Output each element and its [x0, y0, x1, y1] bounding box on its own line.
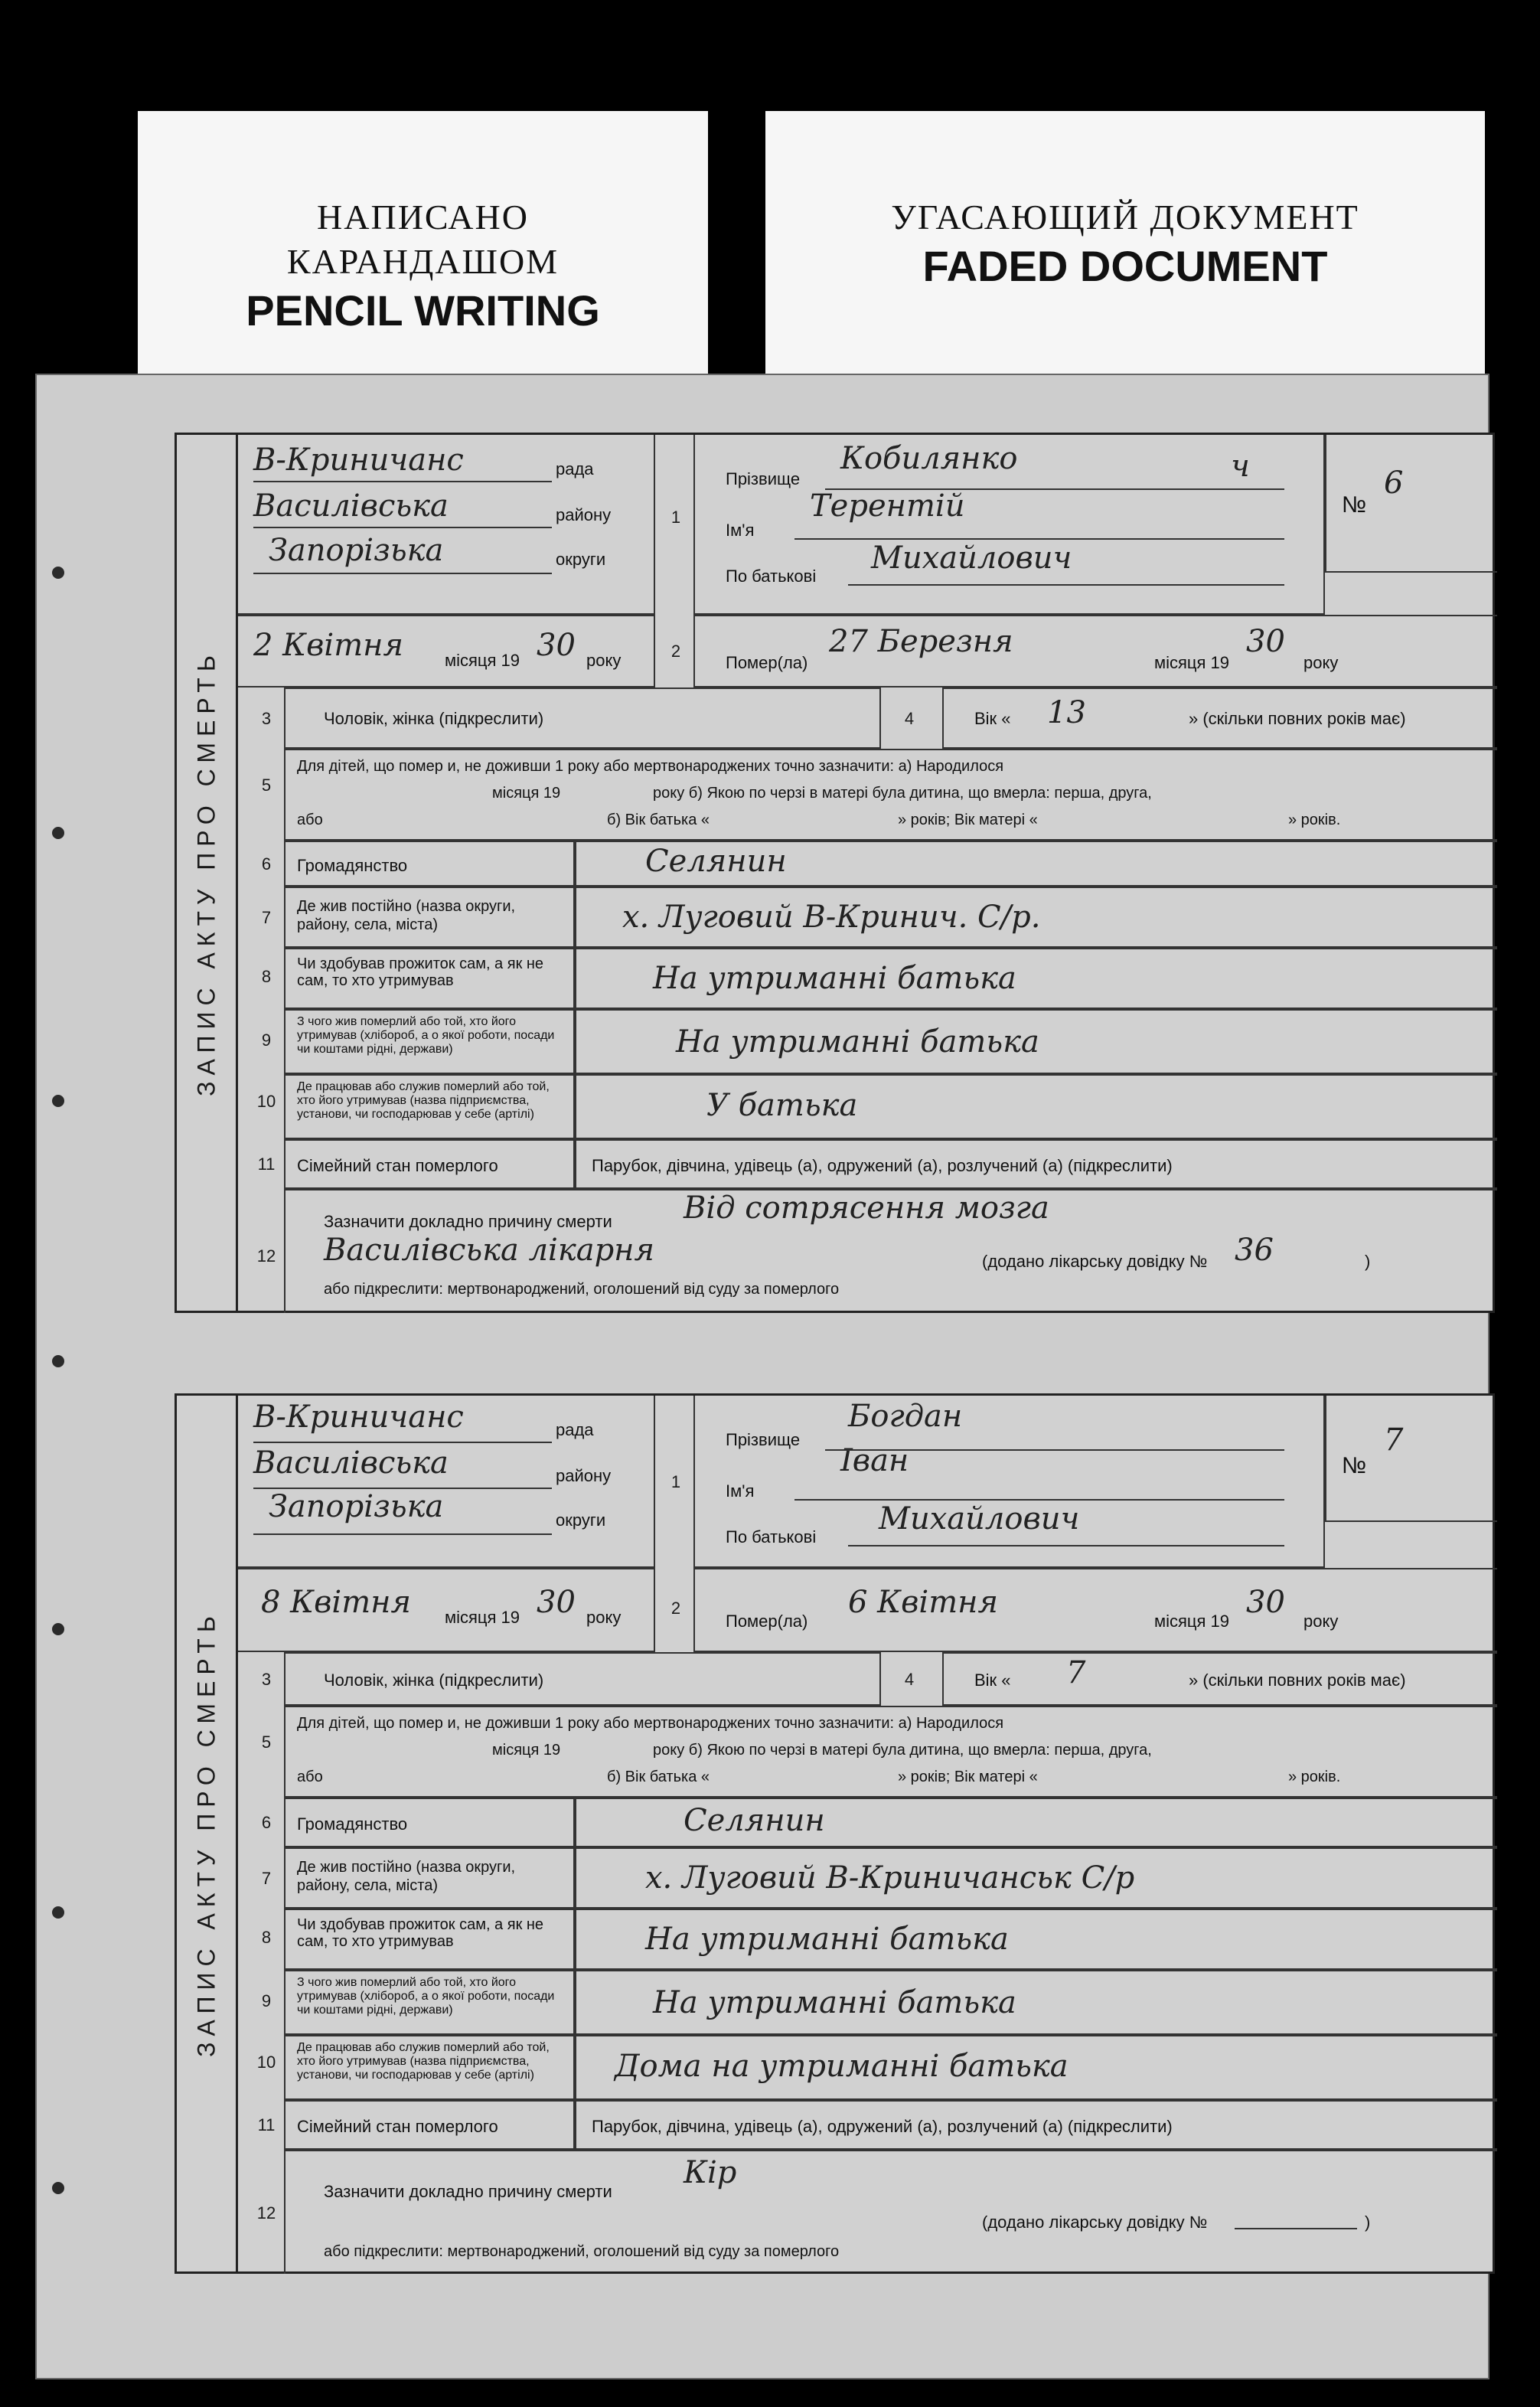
livelihood-label-cell — [284, 1909, 575, 1970]
patronymic-value: Михайлович — [871, 541, 1072, 576]
binding-hole — [52, 827, 64, 839]
children-label-6: » років; Вік матері « — [898, 1769, 1038, 1785]
died-label: Помер(ла) — [726, 1612, 808, 1631]
binding-hole — [52, 1906, 64, 1919]
cause-value: Кір — [684, 2155, 737, 2190]
row-number: 8 — [261, 1928, 272, 1947]
year-label: року — [1303, 1612, 1339, 1631]
patronymic-value: Михайлович — [879, 1501, 1080, 1537]
workplace-value-cell — [575, 1074, 1497, 1139]
pencil-label-ru: НАПИСАНО — [317, 198, 529, 237]
binding-hole — [52, 1095, 64, 1107]
year-label: року — [1303, 653, 1339, 672]
source-value-cell — [575, 1970, 1497, 2035]
source-label-cell — [284, 1970, 575, 2035]
livelihood-label-cell — [284, 948, 575, 1009]
death-date-cell — [693, 615, 1497, 687]
raion-label: району — [556, 505, 612, 524]
sex-label: Чоловік, жінка (підкреслити) — [324, 1671, 544, 1690]
registration-year-value: 30 — [537, 628, 576, 663]
children-label-4: або — [297, 812, 323, 828]
cause-cell — [284, 1189, 1497, 1313]
children-label-2: місяця 19 — [492, 785, 561, 802]
age-cell — [942, 1652, 1497, 1706]
age-value: 13 — [1047, 695, 1086, 730]
death-record-1 — [175, 433, 1495, 1313]
source-label: З чого жив померлий або той, хто його утримував (хлібороб, а о якої роботи, посади чи коштами рідні, держави) — [297, 1976, 555, 2017]
cause-label: Зазначити докладно причину смерти — [324, 1212, 612, 1231]
doctor-label: (додано лікарську довідку № — [982, 1252, 1208, 1271]
children-label: Для дітей, що помер и, не доживши 1 року або мертвонароджених точно зазначити: а) Народилося — [297, 758, 1004, 775]
sex-cell — [284, 687, 881, 749]
raion-label: району — [556, 1466, 612, 1485]
children-label-4: або — [297, 1769, 323, 1785]
children-label-7: » років. — [1288, 812, 1341, 828]
district-value: Василівська — [253, 1445, 449, 1481]
livelihood-value-cell — [575, 1909, 1497, 1970]
row-number: 12 — [256, 2203, 276, 2222]
registration-date-cell — [238, 615, 655, 687]
death-year-value: 30 — [1246, 1585, 1285, 1620]
record-number-cell — [1325, 1396, 1497, 1522]
first-name-value: Іван — [840, 1443, 909, 1478]
citizenship-value-cell — [575, 841, 1497, 887]
citizenship-label-cell — [284, 1798, 575, 1847]
row-number: 7 — [261, 1869, 272, 1888]
month-year-label: місяця 19 — [445, 1608, 520, 1627]
binding-hole — [52, 1355, 64, 1367]
patronymic-label: По батькові — [726, 1527, 817, 1546]
pencil-writing-label — [138, 111, 708, 379]
binding-hole — [52, 1623, 64, 1635]
row-number: 4 — [904, 1670, 915, 1689]
livelihood-value-cell — [575, 948, 1497, 1009]
faded-label-en: FADED DOCUMENT — [922, 242, 1328, 290]
livelihood-label: Чи здобував прожиток сам, а як не сам, то хто утримував — [297, 1916, 544, 1950]
marital-label: Сімейний стан померлого — [297, 1156, 498, 1175]
row-number: 4 — [904, 709, 915, 728]
livelihood-value: На утриманні батька — [653, 961, 1016, 996]
okrug-value: Запорізька — [269, 1489, 444, 1524]
children-label-5: б) Вік батька « — [607, 1769, 710, 1785]
residence-value-cell — [575, 887, 1497, 948]
children-label: Для дітей, що помер и, не доживши 1 року або мертвонароджених точно зазначити: а) Народилося — [297, 1715, 1004, 1732]
children-label-2: місяця 19 — [492, 1742, 561, 1759]
row-number: 5 — [261, 1733, 272, 1752]
source-value-cell — [575, 1009, 1497, 1074]
binding-hole — [52, 2182, 64, 2194]
workplace-label-cell — [284, 2035, 575, 2100]
death-date-value: 27 Березня — [829, 624, 1013, 659]
row-number: 1 — [670, 1472, 681, 1491]
age-label: Вік « — [974, 709, 1011, 728]
row-number: 9 — [261, 1991, 272, 2010]
row-number: 2 — [670, 642, 681, 661]
row-number: 5 — [261, 776, 272, 795]
patronymic-label: По батькові — [726, 567, 817, 586]
archive-page — [35, 374, 1489, 2379]
stillborn-label: або підкреслити: мертвонароджений, оголошений від суду за померлого — [324, 1281, 840, 1298]
village-council-value: В-Криничанс — [253, 1399, 464, 1435]
citizenship-value: Селянин — [645, 844, 787, 879]
source-label-cell — [284, 1009, 575, 1074]
cause-value: Від сотрясення мозга — [684, 1190, 1049, 1226]
registration-date-cell — [238, 1568, 655, 1652]
residence-label: Де жив постійно (назва округи, району, села, міста) — [297, 898, 516, 933]
record-number-value: 6 — [1384, 465, 1404, 501]
row-number: 3 — [261, 1670, 272, 1689]
pencil-label-en: PENCIL WRITING — [246, 286, 600, 335]
row-number: 6 — [261, 1813, 272, 1832]
registry-office-cell — [238, 1396, 655, 1568]
rada-label: рада — [556, 1420, 594, 1439]
age-tail-label: » (скільки повних років має) — [1189, 1671, 1406, 1690]
source-value: На утриманні батька — [653, 1985, 1016, 2020]
row-number: 9 — [261, 1030, 272, 1050]
stillborn-label: або підкреслити: мертвонароджений, оголошений від суду за померлого — [324, 2243, 840, 2260]
surname-value: Кобилянко — [840, 441, 1018, 476]
workplace-value: Дома на утриманні батька — [615, 2049, 1069, 2084]
workplace-label: Де працював або служив померлий або той, хто його утримував (назва підприємства, установи, чи господарював у себе (артілі) — [297, 2041, 550, 2082]
surname-value: Богдан — [848, 1399, 963, 1434]
marital-label-cell — [284, 1139, 575, 1189]
row-number: 6 — [261, 854, 272, 874]
source-label: З чого жив померлий або той, хто його утримував (хлібороб, а о якої роботи, посади чи коштами рідні, держави) — [297, 1015, 555, 1056]
number-label: № — [1342, 492, 1367, 518]
record-side-title: ЗАПИС АКТУ ПРО СМЕРТЬ — [177, 1396, 238, 2271]
marital-label-cell — [284, 2100, 575, 2150]
registration-year-value: 30 — [537, 1585, 576, 1620]
doctor-close-paren: ) — [1365, 2213, 1371, 2232]
row-number: 2 — [670, 1599, 681, 1618]
age-value: 7 — [1066, 1655, 1086, 1690]
row-number: 7 — [261, 908, 272, 927]
citizenship-value-cell — [575, 1798, 1497, 1847]
workplace-value-cell — [575, 2035, 1497, 2100]
doctor-close-paren: ) — [1365, 1252, 1371, 1271]
surname-label: Прізвище — [726, 1430, 801, 1449]
source-value: На утриманні батька — [676, 1024, 1039, 1060]
citizenship-label: Громадянство — [297, 1814, 408, 1834]
village-council-value: В-Криничанс — [253, 443, 464, 478]
doctor-number-value: 36 — [1235, 1233, 1274, 1268]
workplace-label: Де працював або служив померлий або той, хто його утримував (назва підприємства, установи, чи господарював у себе (артілі) — [297, 1080, 550, 1121]
marital-label: Сімейний стан померлого — [297, 2117, 498, 2136]
deceased-name-cell — [693, 435, 1325, 615]
residence-label-cell — [284, 1847, 575, 1909]
row-number: 10 — [256, 2053, 276, 2072]
age-label: Вік « — [974, 1671, 1011, 1690]
livelihood-label: Чи здобував прожиток сам, а як не сам, то хто утримував — [297, 955, 544, 989]
residence-value: х. Луговий В-Криничанськ С/р — [645, 1860, 1135, 1896]
children-label-3: року б) Якою по черзі в матері була дитина, що вмерла: перша, друга, — [653, 785, 1152, 802]
registration-date-value: 2 Квітня — [253, 628, 403, 663]
marital-options-cell — [575, 2100, 1497, 2150]
livelihood-value: На утриманні батька — [645, 1922, 1009, 1957]
doctor-label: (додано лікарську довідку № — [982, 2213, 1208, 2232]
residence-label-cell — [284, 887, 575, 948]
children-label-7: » років. — [1288, 1769, 1341, 1785]
workplace-label-cell — [284, 1074, 575, 1139]
district-value: Василівська — [253, 488, 449, 524]
children-label-3: року б) Якою по черзі в матері була дитина, що вмерла: перша, друга, — [653, 1742, 1152, 1759]
cause-cell — [284, 2150, 1497, 2274]
row-number: 10 — [256, 1092, 276, 1111]
binding-hole — [52, 567, 64, 579]
number-label: № — [1342, 1453, 1367, 1478]
age-tail-label: » (скільки повних років має) — [1189, 709, 1406, 728]
death-date-value: 6 Квітня — [848, 1585, 998, 1620]
death-year-value: 30 — [1246, 624, 1285, 659]
row-number: 1 — [670, 508, 681, 527]
faded-document-label — [765, 111, 1485, 379]
deceased-name-cell — [693, 1396, 1325, 1568]
registry-office-cell — [238, 435, 655, 615]
children-cell — [284, 749, 1497, 841]
citizenship-label-cell — [284, 841, 575, 887]
age-cell — [942, 687, 1497, 749]
rada-label: рада — [556, 459, 594, 478]
marital-options-cell — [575, 1139, 1497, 1189]
row-number: 12 — [256, 1246, 276, 1266]
registration-date-value: 8 Квітня — [261, 1585, 411, 1620]
record-number-cell — [1325, 435, 1497, 573]
citizenship-label: Громадянство — [297, 856, 408, 875]
surname-mark: ч — [1231, 449, 1250, 484]
cause-label: Зазначити докладно причину смерти — [324, 2182, 612, 2201]
first-name-value: Терентій — [810, 488, 965, 524]
residence-value-cell — [575, 1847, 1497, 1909]
sex-cell — [284, 1652, 881, 1706]
surname-label: Прізвище — [726, 469, 801, 488]
record-number-value: 7 — [1384, 1422, 1404, 1458]
marital-options: Парубок, дівчина, удівець (а), одружений (а), розлучений (а) (підкреслити) — [592, 2117, 1173, 2136]
okrug-label: округи — [556, 550, 606, 569]
row-number: 3 — [261, 709, 272, 728]
record-side-title: ЗАПИС АКТУ ПРО СМЕРТЬ — [177, 435, 238, 1311]
died-label: Помер(ла) — [726, 653, 808, 672]
pencil-label-ru-2: КАРАНДАШОМ — [286, 242, 560, 281]
okrug-label: округи — [556, 1510, 606, 1530]
row-number: 8 — [261, 967, 272, 986]
doctor-signature: Василівська лікарня — [324, 1233, 655, 1268]
row-number: 11 — [257, 1155, 276, 1174]
name-label: Ім'я — [726, 1481, 755, 1501]
faded-label-ru: УГАСАЮЩИЙ ДОКУМЕНТ — [891, 198, 1359, 237]
year-label: року — [586, 1608, 622, 1627]
marital-options: Парубок, дівчина, удівець (а), одружений (а), розлучений (а) (підкреслити) — [592, 1156, 1173, 1175]
residence-value: х. Луговий В-Кринич. С/р. — [622, 900, 1041, 935]
death-record-2 — [175, 1393, 1495, 2274]
death-date-cell — [693, 1568, 1497, 1652]
workplace-value: У батька — [706, 1088, 858, 1123]
name-label: Ім'я — [726, 521, 755, 540]
sex-label: Чоловік, жінка (підкреслити) — [324, 709, 544, 728]
month-year-label: місяця 19 — [1154, 1612, 1230, 1631]
year-label: року — [586, 651, 622, 670]
citizenship-value: Селянин — [684, 1803, 825, 1838]
residence-label: Де жив постійно (назва округи, району, села, міста) — [297, 1859, 516, 1894]
children-label-5: б) Вік батька « — [607, 812, 710, 828]
month-year-label: місяця 19 — [1154, 653, 1230, 672]
month-year-label: місяця 19 — [445, 651, 520, 670]
children-label-6: » років; Вік матері « — [898, 812, 1038, 828]
children-cell — [284, 1706, 1497, 1798]
okrug-value: Запорізька — [269, 533, 444, 568]
row-number: 11 — [257, 2115, 276, 2134]
